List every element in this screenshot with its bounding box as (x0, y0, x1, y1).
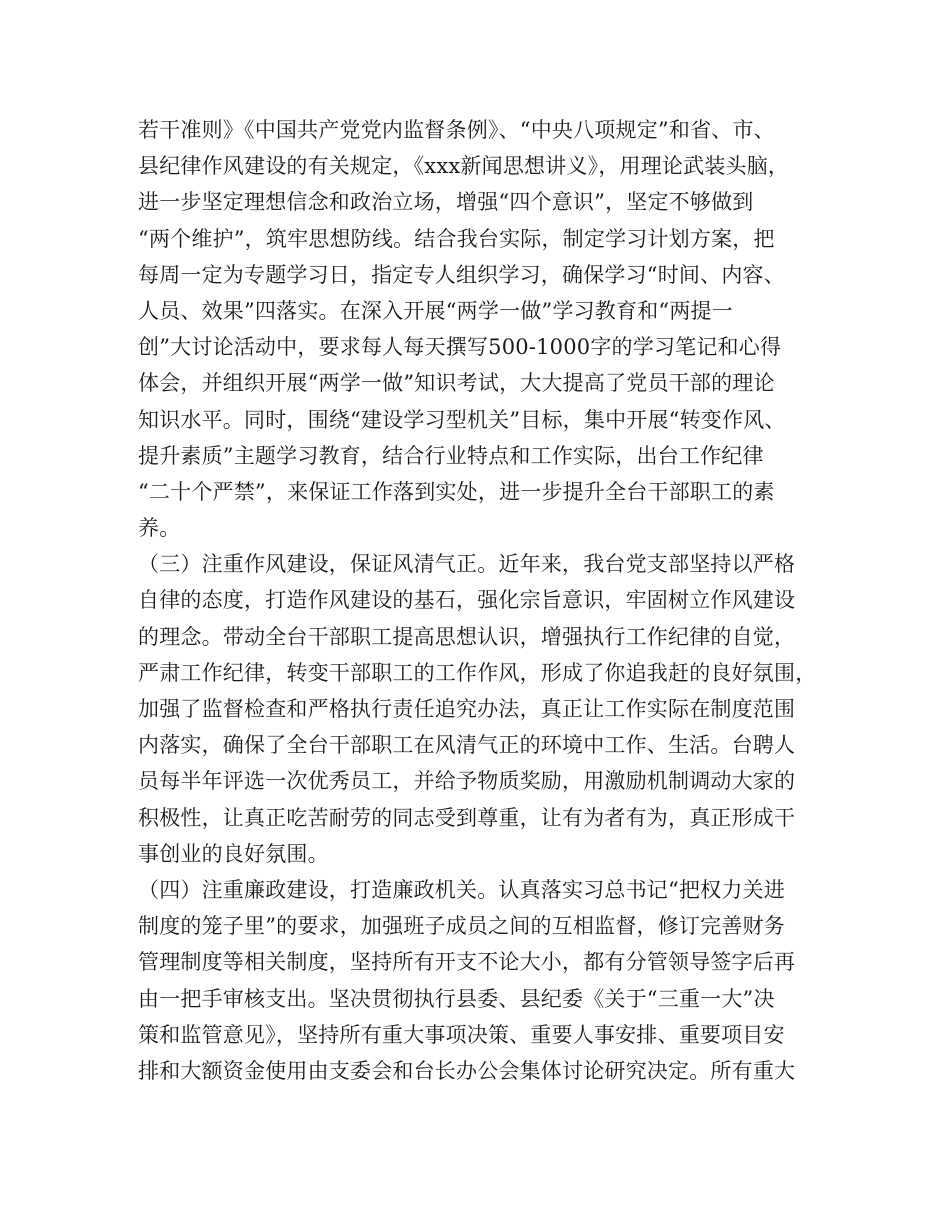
text-line-13: （三）注重作风建设，保证风清气正。近年来，我台党支部坚持以严格 (138, 552, 796, 577)
text-line-12: 养。 (138, 516, 181, 541)
text-line-5: 每周一定为专题学习日，指定专人组织学习，确保学习“时间、内容、 (138, 262, 785, 287)
text-line-20: 积极性，让真正吃苦耐劳的同志受到尊重，让有为者有为，真正形成干 (138, 805, 796, 830)
text-line-15: 的理念。带动全台干部职工提高思想认识，增强执行工作纪律的自觉， (138, 624, 796, 649)
text-line-24: 管理制度等相关制度，坚持所有开支不论大小，都有分管领导签字后再 (138, 950, 796, 975)
text-line-11: “二十个严禁”，来保证工作落到实处，进一步提升全台干部职工的素 (138, 479, 775, 504)
text-line-2: 县纪律作风建设的有关规定，《xxx新闻思想讲义》，用理论武装头脑， (138, 154, 790, 179)
text-line-26: 策和监管意见》，坚持所有重大事项决策、重要人事安排、重要项目安 (138, 1022, 785, 1047)
text-line-16: 严肃工作纪律，转变干部职工的工作作风，形成了你追我赶的良好氛围， (138, 660, 817, 685)
text-line-1: 若干准则》《中国共产党党内监督条例》、“中央八项规定”和省、市、 (138, 118, 775, 142)
text-line-4: “两个维护”，筑牢思想防线。结合我台实际，制定学习计划方案，把 (138, 226, 775, 251)
text-line-8: 体会，并组织开展“两学一做”知识考试，大大提高了党员干部的理论 (138, 371, 775, 396)
text-line-10: 提升素质”主题学习教育，结合行业特点和工作实际，出台工作纪律 (138, 443, 764, 468)
text-line-27: 排和大额资金使用由支委会和台长办公会集体讨论研究决定。所有重大 (138, 1058, 796, 1083)
text-line-6: 人员、效果”四落实。在深入开展“两学一做”学习教育和“两提一 (138, 298, 733, 323)
text-line-22: （四）注重廉政建设，打造廉政机关。认真落实习总书记“把权力关进 (138, 877, 785, 902)
text-line-7: 创”大讨论活动中，要求每人每天撰写500-1000字的学习笔记和心得 (138, 335, 782, 360)
text-line-23: 制度的笼子里”的要求，加强班子成员之间的互相监督，修订完善财务 (138, 914, 785, 939)
text-line-3: 进一步坚定理想信念和政治立场，增强“四个意识”，坚定不够做到 (138, 190, 754, 215)
text-line-17: 加强了监督检查和严格执行责任追究办法，真正让工作实际在制度范围 (138, 697, 796, 721)
text-line-14: 自律的态度，打造作风建设的基石，强化宗旨意识，牢固树立作风建设 (138, 588, 796, 613)
body-text (138, 112, 828, 1089)
text-line-25: 由一把手审核支出。坚决贯彻执行县委、县纪委《关于“三重一大”决 (138, 986, 775, 1011)
text-line-21: 事创业的良好氛围。 (138, 841, 329, 866)
text-line-9: 知识水平。同时，围绕“建设学习型机关”目标，集中开展“转变作风、 (138, 407, 786, 432)
text-line-18: 内落实，确保了全台干部职工在风清气正的环境中工作、生活。台聘人 (138, 733, 796, 758)
text-line-19: 员每半年评选一次优秀员工，并给予物质奖励，用激励机制调动大家的 (138, 769, 796, 794)
